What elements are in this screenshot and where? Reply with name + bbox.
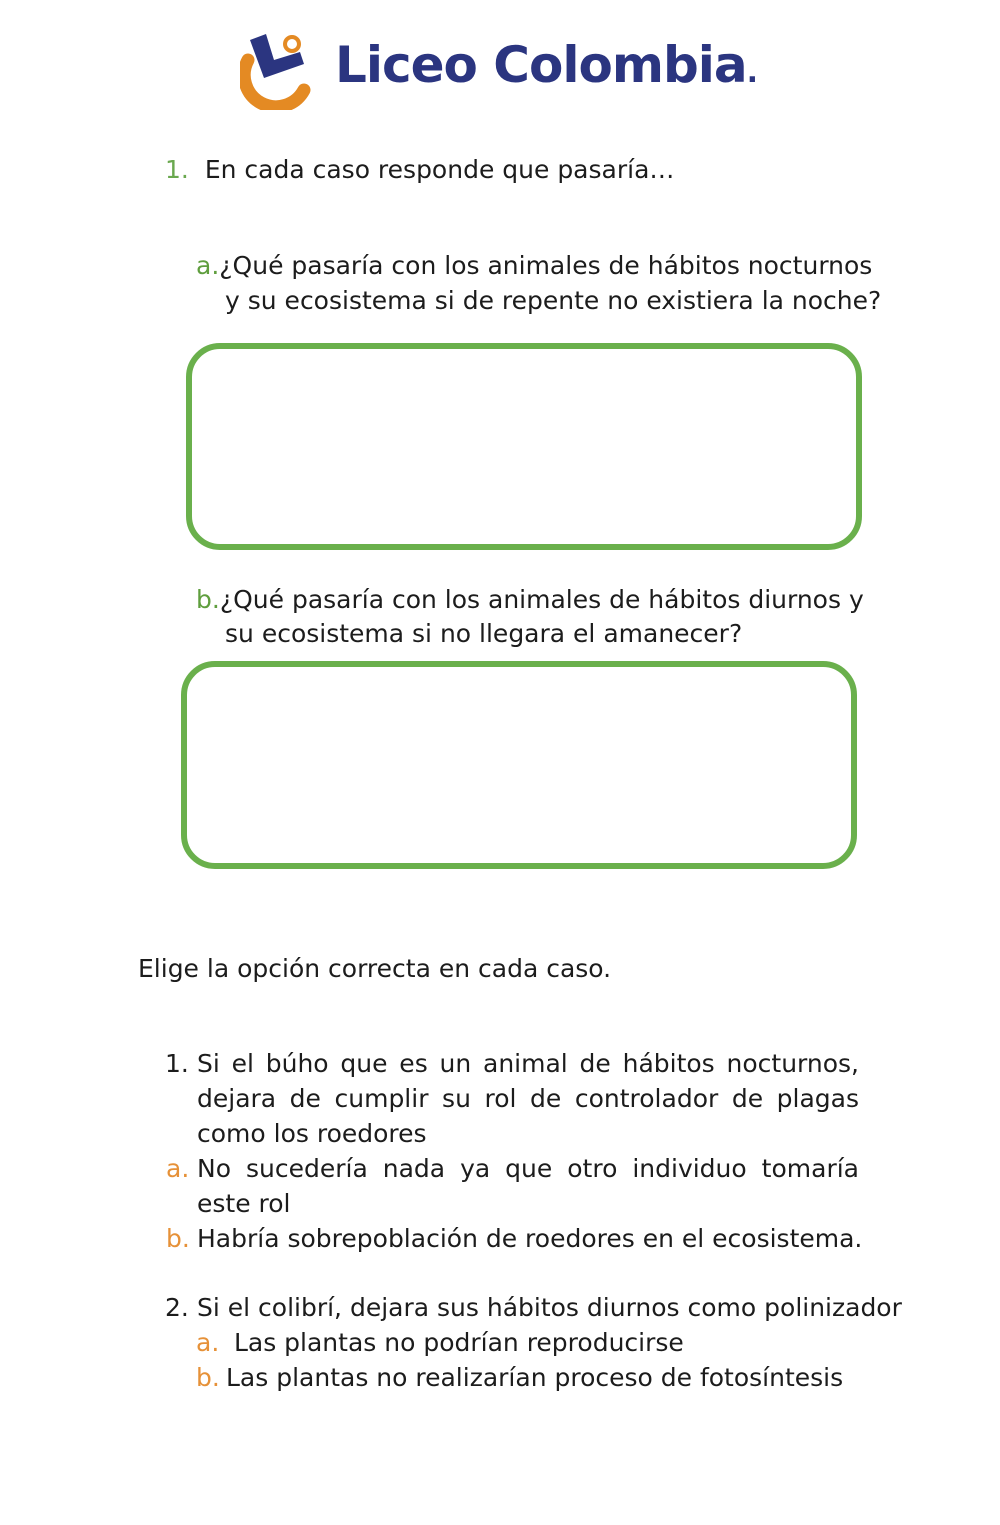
section1-title: En cada caso responde que pasaría… [204, 155, 675, 184]
question-b-line2: su ecosistema si no llegara el amanecer? [225, 619, 743, 648]
question-b [196, 582, 864, 617]
q1-option-a-text[interactable]: No sucedería nada ya que otro individuo tomaría este rol [197, 1154, 859, 1218]
question-a-line2: y su ecosistema si de repente no existiera la noche? [225, 286, 882, 315]
q2-text: Si el colibrí, dejara sus hábitos diurnos como polinizador [197, 1293, 902, 1322]
q2-option-a-letter[interactable]: a. [196, 1328, 220, 1357]
question-a-letter: a. [196, 251, 220, 280]
q1-option-b-text[interactable]: Habría sobrepoblación de roedores en el ecosistema. [197, 1224, 863, 1253]
question-b-line1: ¿Qué pasaría con los animales de hábitos diurnos y [219, 585, 864, 614]
q1-text: Si el búho que es un animal de hábitos nocturnos, dejara de cumplir su rol de controlador de plagas como los roedores [197, 1049, 859, 1148]
question-a [196, 248, 872, 283]
q2-number: 2. [165, 1293, 189, 1322]
answer-box-b[interactable] [181, 661, 857, 869]
question-b-letter: b. [196, 585, 220, 614]
section1-heading [165, 152, 674, 187]
q2-option-a-text[interactable]: Las plantas no podrían reproducirse [226, 1328, 684, 1357]
q1-number: 1. [165, 1049, 189, 1078]
answer-box-a[interactable] [186, 343, 862, 550]
q1-option-b-letter[interactable]: b. [166, 1224, 190, 1253]
school-logo [240, 30, 770, 110]
question-a-line1: ¿Qué pasaría con los animales de hábitos nocturnos [219, 251, 873, 280]
logo-wordmark: Liceo Colombia. [335, 36, 758, 94]
q2-option-b-letter[interactable]: b. [196, 1363, 220, 1392]
q2-option-b-text[interactable]: Las plantas no realizarían proceso de fotosíntesis [226, 1363, 844, 1392]
section2-instruction: Elige la opción correcta en cada caso. [138, 954, 612, 983]
q1-option-a-letter[interactable]: a. [166, 1154, 190, 1183]
liceo-colombia-emblem-icon [240, 30, 320, 110]
section1-number: 1. [165, 155, 189, 184]
